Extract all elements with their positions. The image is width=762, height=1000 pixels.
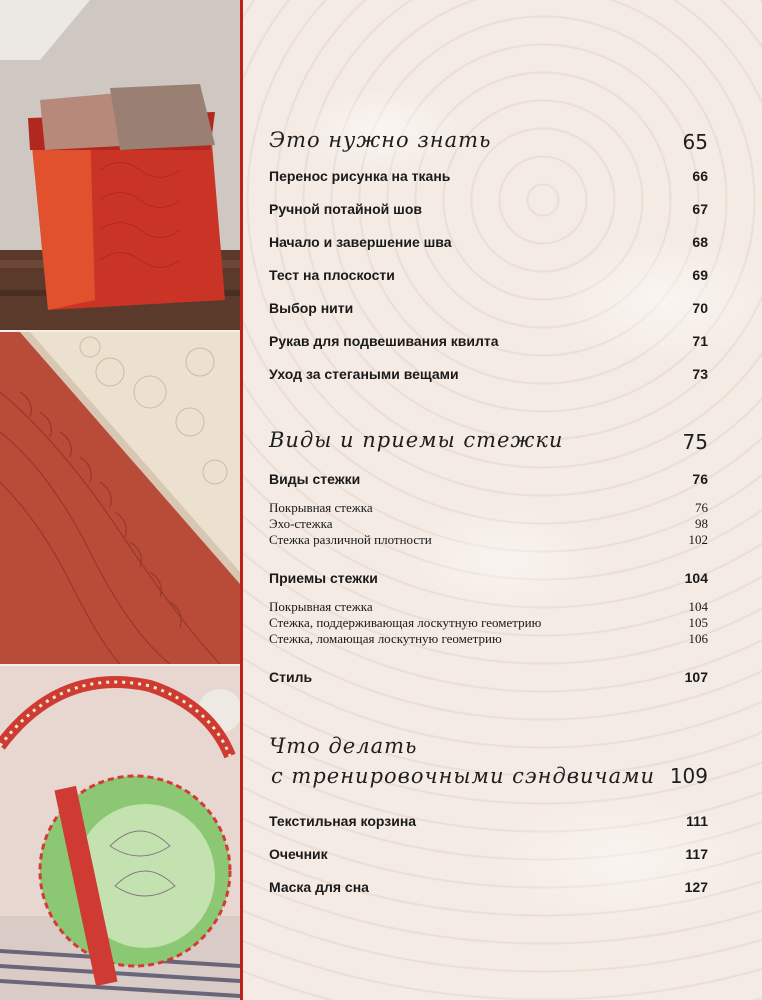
toc-subentry[interactable]	[269, 516, 708, 532]
toc-group-entry[interactable]	[269, 471, 708, 487]
toc-entry[interactable]	[269, 300, 708, 316]
quilted-round-bag-photo	[0, 666, 240, 1000]
photo-column	[0, 0, 240, 1000]
toc-entry-label: Рукав для подвешивания квилта	[269, 333, 499, 349]
toc-entry-page: 98	[695, 516, 708, 531]
section-page-number: 109	[669, 764, 708, 788]
toc-entry[interactable]	[269, 267, 708, 283]
toc-group-entry[interactable]	[269, 570, 708, 586]
toc-entry[interactable]	[269, 879, 708, 895]
section-title: Виды и приемы стежки	[269, 428, 564, 452]
quilted-fabric-closeup-photo	[0, 332, 240, 664]
toc-entry-label: Тест на плоскости	[269, 267, 395, 283]
toc-entry-label: Ручной потайной шов	[269, 201, 422, 217]
toc-entry-label: Выбор нити	[269, 300, 354, 316]
toc-entry-label: Начало и завершение шва	[269, 234, 452, 250]
toc-entry-page: 67	[692, 201, 708, 217]
toc-group-entry[interactable]	[269, 669, 708, 685]
toc-entry[interactable]	[269, 333, 708, 349]
toc-entry-page: 105	[688, 615, 708, 630]
toc-entry-page: 102	[688, 532, 708, 547]
toc-entry-label: Текстильная корзина	[269, 813, 417, 829]
toc-entry-page: 104	[688, 599, 708, 614]
toc-entry-page: 111	[686, 813, 708, 829]
toc-entry-label: Маска для сна	[269, 879, 369, 895]
toc-entry-label: Эхо-стежка	[269, 516, 333, 531]
toc-entry[interactable]	[269, 813, 708, 829]
toc-subentry[interactable]	[269, 500, 708, 516]
toc-subentry[interactable]	[269, 532, 708, 548]
toc-entry-label: Виды стежки	[269, 471, 361, 487]
toc-entry-page: 107	[684, 669, 708, 685]
toc-entry-label: Покрывная стежка	[269, 599, 373, 614]
toc-entry-label: Покрывная стежка	[269, 500, 373, 515]
toc-entry-label: Стежка, поддерживающая лоскутную геометрию	[269, 615, 542, 630]
toc-entry-page: 76	[695, 500, 708, 515]
toc-entry-page: 66	[692, 168, 708, 184]
toc-entry-label: Стежка различной плотности	[269, 532, 432, 547]
section-page-number: 65	[682, 130, 708, 154]
section-title-line-1: Что делать	[269, 734, 418, 758]
toc-entry-page: 106	[688, 631, 708, 646]
toc-entry[interactable]	[269, 846, 708, 862]
toc-entry-label: Перенос рисунка на ткань	[269, 168, 451, 184]
toc-subentry[interactable]	[269, 599, 708, 615]
toc-entry-label: Очечник	[269, 846, 328, 862]
toc-subentry[interactable]	[269, 615, 708, 631]
toc-entry[interactable]	[269, 366, 708, 382]
toc-entry[interactable]	[269, 201, 708, 217]
toc-entry-label: Приемы стежки	[269, 570, 378, 586]
toc-subentry[interactable]	[269, 631, 708, 647]
quilted-basket-photo	[0, 0, 240, 330]
toc-entry-page: 69	[692, 267, 708, 283]
toc-entry-label: Стиль	[269, 669, 313, 685]
toc-entry[interactable]	[269, 234, 708, 250]
toc-entry-page: 104	[684, 570, 708, 586]
toc-entry[interactable]	[269, 168, 708, 184]
toc-entry-page: 68	[692, 234, 708, 250]
toc-entry-page: 76	[692, 471, 708, 487]
toc-entry-page: 127	[684, 879, 708, 895]
section-title-line-2: с тренировочными сэндвичами	[271, 764, 656, 788]
toc-entry-page: 71	[692, 333, 708, 349]
section-title: Это нужно знать	[269, 128, 492, 152]
toc-entry-label: Уход за стегаными вещами	[269, 366, 459, 382]
toc-entry-page: 117	[685, 846, 708, 862]
toc-entry-label: Стежка, ломающая лоскутную геометрию	[269, 631, 502, 646]
section-page-number: 75	[682, 430, 708, 454]
toc-entry-page: 73	[692, 366, 708, 382]
toc-entry-page: 70	[692, 300, 708, 316]
